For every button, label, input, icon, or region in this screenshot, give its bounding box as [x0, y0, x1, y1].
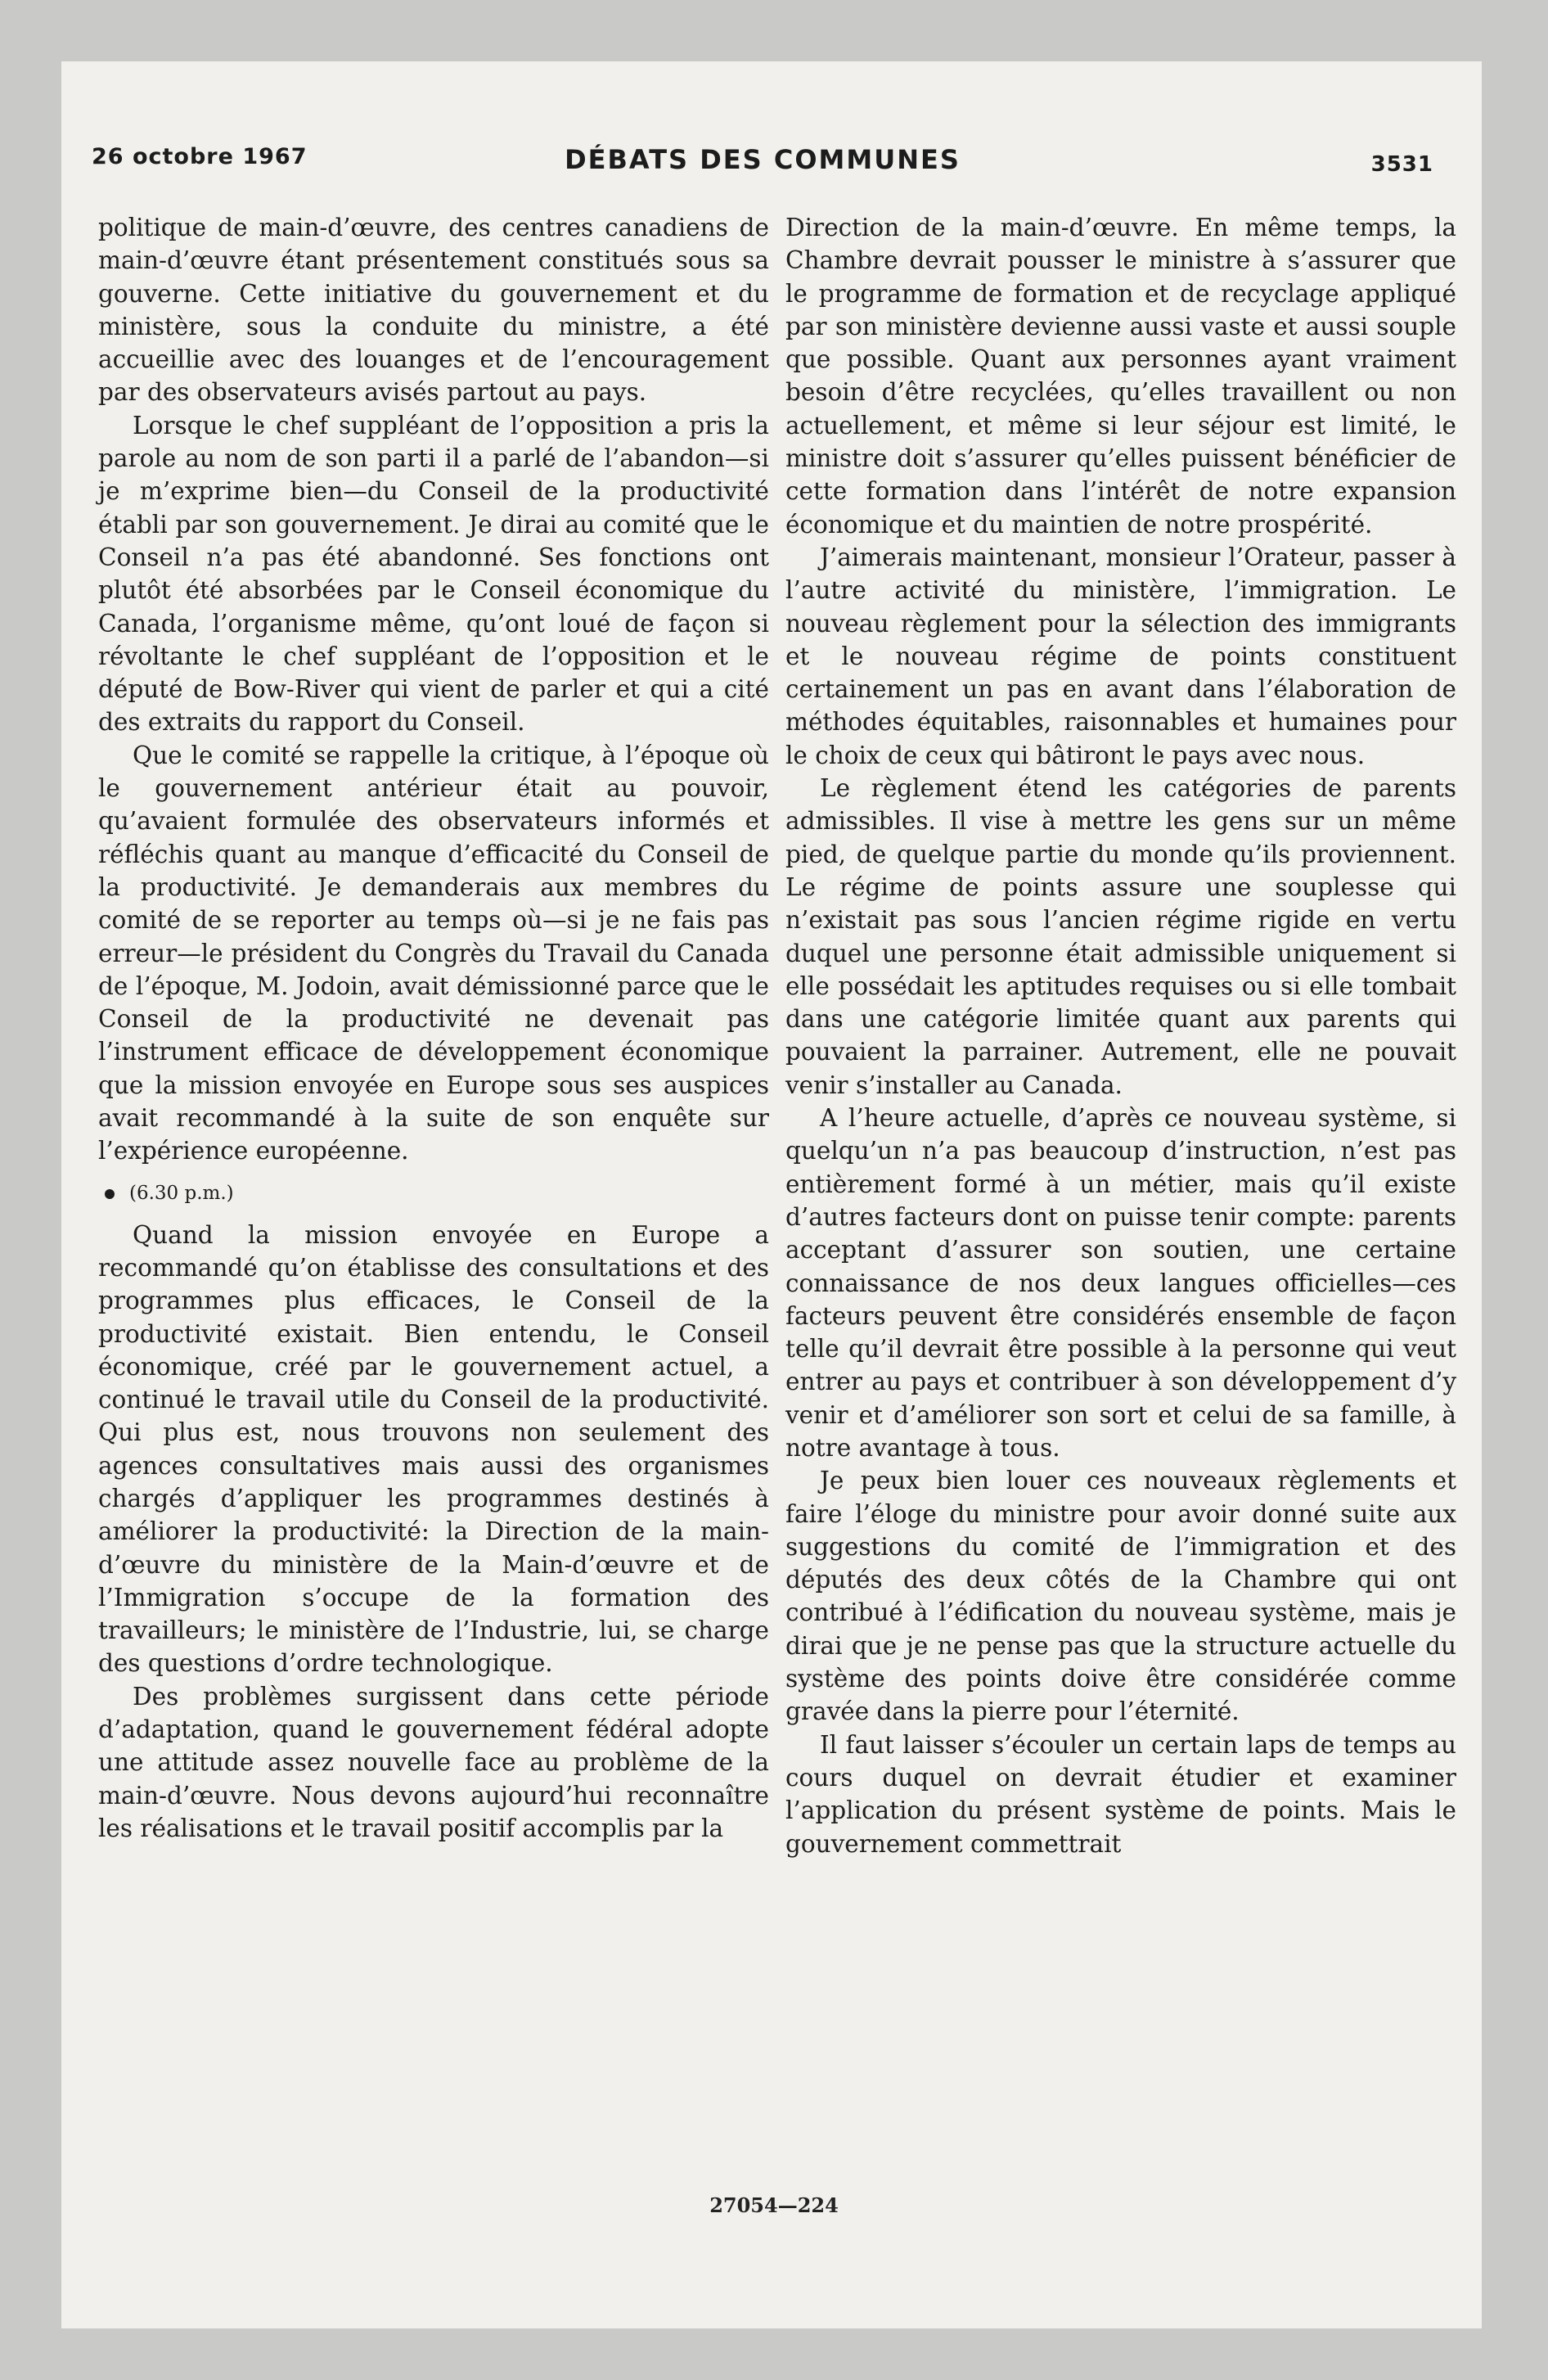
paragraph: Je peux bien louer ces nouveaux règlements et faire l’éloge du ministre pour avoir donné suite aux suggestions du comité de l’immigration et des députés des deux côtés de la Chambre qui ont contribué à l’édification du nouveau système, mais je dirai que je ne pense pas que la structure actuelle du système des points doive être considérée comme gravée dans la pierre pour l’éternité.	[785, 1467, 1456, 1726]
header-page-number: 3531	[1370, 152, 1433, 177]
paragraph: Des problèmes surgissent dans cette période d’adaptation, quand le gouvernement fédéral adopte une attitude assez nouvelle face au problème de la main-d’œuvre. Nous devons aujourd’hui reconnaître les réalisations et le travail positif accomplis par la	[98, 1682, 769, 1842]
left-column	[98, 211, 769, 1845]
paragraph: politique de main-d’œuvre, des centres canadiens de main-d’œuvre étant présentement constitués sous sa gouverne. Cette initiative du gouvernement et du ministère, sous la conduite du ministre, a été accueillie avec des louanges et de l’encouragement par des observateurs avisés partout au pays.	[98, 214, 769, 407]
time-text: (6.30 p.m.)	[129, 1182, 234, 1204]
right-column	[785, 211, 1456, 1860]
paragraph: Il faut laisser s’écouler un certain laps de temps au cours duquel on devrait étudier et examiner l’application du présent système de points. Mais le gouvernement commettrait	[785, 1730, 1456, 1858]
bullet-icon	[105, 1189, 115, 1199]
time-marker	[105, 1179, 769, 1207]
paragraph: Quand la mission envoyée en Europe a recommandé qu’on établisse des consultations et des programmes plus efficaces, le Conseil de la productivité existait. Bien entendu, le Conseil économique, créé par le gouvernement actuel, a continué le travail utile du Conseil de la productivité. Qui plus est, nous trouvons non seulement des agences consultatives mais aussi des organismes chargés d’appliquer les programmes destinés à améliorer la productivité: la Direction de la main-d’œuvre du ministère de la Main-d’œuvre et de l’Immigration s’occupe de la formation des travailleurs; le ministère de l’Industrie, lui, se charge des questions d’ordre technologique.	[98, 1220, 769, 1678]
header-title: DÉBATS DES COMMUNES	[565, 144, 961, 175]
header-date: 26 octobre 1967	[92, 144, 308, 169]
footer-reference: 27054—224	[709, 2193, 839, 2217]
paragraph: Direction de la main-d’œuvre. En même temps, la Chambre devrait pousser le ministre à s’assurer que le programme de formation et de recyclage appliqué par son ministère devienne aussi vaste et aussi souple que possible. Quant aux personnes ayant vraiment besoin d’être recyclées, qu’elles travaillent ou non actuellement, et même si leur séjour est limité, le ministre doit s’assurer qu’elles puissent bénéficier de cette formation dans l’intérêt de notre expansion économique et du maintien de notre prospérité.	[785, 214, 1456, 539]
paragraph: Lorsque le chef suppléant de l’opposition a pris la parole au nom de son parti il a parlé de l’abandon—si je m’exprime bien—du Conseil de la productivité établi par son gouvernement. Je dirai au comité que le Conseil n’a pas été abandonné. Ses fonctions ont plutôt été absorbées par le Conseil économique du Canada, l’organisme même, qu’ont loué de façon si révoltante le chef suppléant de l’opposition et le député de Bow-River qui vient de parler et qui a cité des extraits du rapport du Conseil.	[98, 411, 769, 737]
paragraph: J’aimerais maintenant, monsieur l’Orateur, passer à l’autre activité du ministère, l’immigration. Le nouveau règlement pour la sélection des immigrants et le nouveau régime de points constituent certainement un pas en avant dans l’élaboration de méthodes équitables, raisonnables et humaines pour le choix de ceux qui bâtiront le pays avec nous.	[785, 543, 1456, 769]
paragraph: Le règlement étend les catégories de parents admissibles. Il vise à mettre les gens sur un même pied, de quelque partie du monde qu’ils proviennent. Le régime de points assure une souplesse qui n’existait pas sous l’ancien régime rigide en vertu duquel une personne était admissible uniquement si elle possédait les aptitudes requises ou si elle tombait dans une catégorie limitée quant aux parents qui pouvaient la parrainer. Autrement, elle ne pouvait venir s’installer au Canada.	[785, 774, 1456, 1099]
paragraph: Que le comité se rappelle la critique, à l’époque où le gouvernement antérieur était au pouvoir, qu’avaient formulée des observateurs informés et réfléchis quant au manque d’efficacité du Conseil de la productivité. Je demanderais aux membres du comité de se reporter au temps où—si je ne fais pas erreur—le président du Congrès du Travail du Canada de l’époque, M. Jodoin, avait démissionné parce que le Conseil de la productivité ne devenait pas l’instrument efficace de développement économique que la mission envoyée en Europe sous ses auspices avait recommandé à la suite de son enquête sur l’expérience européenne.	[98, 741, 769, 1165]
page-header	[92, 137, 1433, 187]
paragraph: A l’heure actuelle, d’après ce nouveau système, si quelqu’un n’a pas beaucoup d’instruction, n’est pas entièrement formé à un métier, mais qu’il existe d’autres facteurs dont on puisse tenir compte: parents acceptant d’assurer son soutien, une certaine connaissance de nos deux langues officielles—ces facteurs peuvent être considérés ensemble de façon telle qu’il devrait être possible à la personne qui veut entrer au pays et contribuer à son développement d’y venir et d’améliorer son sort et celui de sa famille, à notre avantage à tous.	[785, 1104, 1456, 1462]
